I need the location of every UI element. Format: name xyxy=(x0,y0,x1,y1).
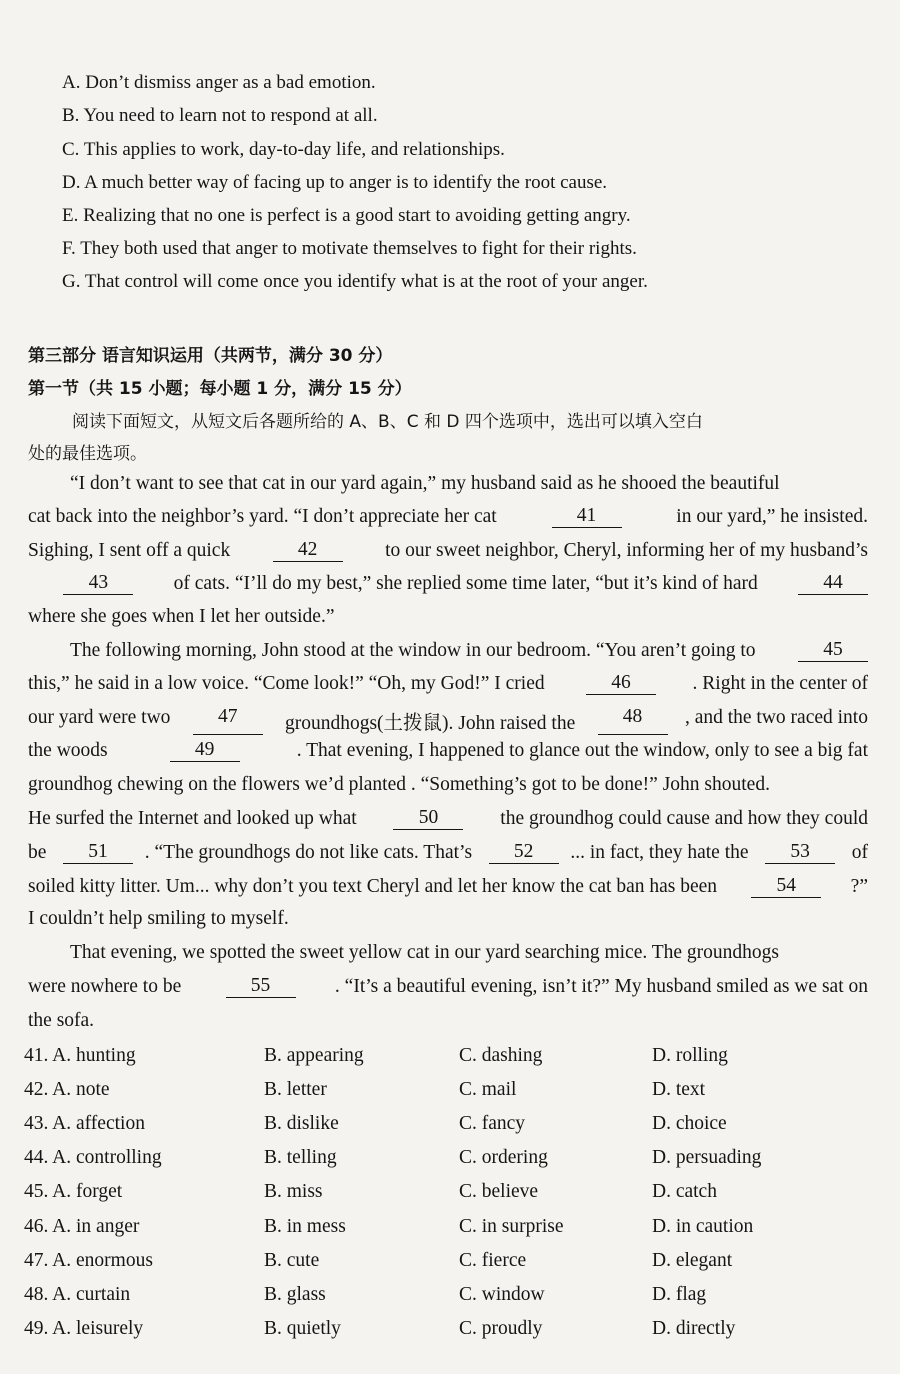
passage-text: ?” xyxy=(850,876,868,897)
passage-line xyxy=(70,473,868,495)
passage-text: . “The groundhogs do not like cats. That’s xyxy=(144,842,477,863)
choice-a[interactable]: 42. A. note xyxy=(24,1079,110,1100)
passage-text: “I don’t want to see that cat in our yard again,” my husband said as he shooed the beautiful xyxy=(70,473,780,494)
passage-text: Sighing, I sent off a quick xyxy=(28,540,236,561)
choice-b[interactable]: B. telling xyxy=(264,1147,337,1168)
question-46-choices xyxy=(24,1216,884,1242)
passage-line xyxy=(28,673,868,695)
choice-a[interactable]: 43. A. affection xyxy=(24,1113,145,1134)
passage-text: . Right in the center of xyxy=(692,673,868,694)
question-47-choices xyxy=(24,1250,884,1276)
passage-line xyxy=(28,842,868,864)
passage-text: of cats. “I’ll do my best,” she replied some time later, “but it’s kind of hard xyxy=(168,573,763,594)
blank-54: 54 xyxy=(751,876,821,898)
passage-line xyxy=(28,1010,868,1032)
option-f: F. They both used that anger to motivate themselves to fight for their rights. xyxy=(62,238,637,259)
passage-text: to our sweet neighbor, Cheryl, informing her of my husband’s xyxy=(380,540,868,561)
blank-42: 42 xyxy=(273,540,343,562)
choice-b[interactable]: B. dislike xyxy=(264,1113,339,1134)
passage-line xyxy=(28,876,868,898)
choice-b[interactable]: B. cute xyxy=(264,1250,320,1271)
blank-50: 50 xyxy=(393,808,463,830)
blank-53: 53 xyxy=(765,842,835,864)
option-d: D. A much better way of facing up to anger is to identify the root cause. xyxy=(62,172,608,193)
choice-a[interactable]: 46. A. in anger xyxy=(24,1216,140,1237)
choice-c[interactable]: C. fancy xyxy=(459,1113,526,1134)
question-43-choices xyxy=(24,1113,884,1139)
passage-text: the woods xyxy=(28,740,113,761)
passage-text: The following morning, John stood at the window in our bedroom. “You aren’t going to xyxy=(70,640,761,661)
choice-d[interactable]: D. rolling xyxy=(652,1045,728,1066)
question-44-choices xyxy=(24,1147,884,1173)
choice-b[interactable]: B. quietly xyxy=(264,1318,341,1339)
choice-a[interactable]: 49. A. leisurely xyxy=(24,1318,144,1339)
passage-text: where she goes when I let her outside.” xyxy=(28,606,335,627)
passage-text: groundhog chewing on the flowers we’d planted . “Something’s got to be done!” John shouted. xyxy=(28,774,770,795)
question-42-choices xyxy=(24,1079,884,1105)
choice-c[interactable]: C. window xyxy=(459,1284,545,1305)
passage-line xyxy=(28,606,868,628)
blank-51: 51 xyxy=(63,842,133,864)
choice-d[interactable]: D. persuading xyxy=(652,1147,762,1168)
passage-line xyxy=(70,942,868,964)
blank-46: 46 xyxy=(586,673,656,695)
passage-text: of xyxy=(846,842,868,863)
choice-c[interactable]: C. mail xyxy=(459,1079,517,1100)
option-e: E. Realizing that no one is perfect is a good start to avoiding getting angry. xyxy=(62,205,631,226)
choice-a[interactable]: 45. A. forget xyxy=(24,1181,123,1202)
passage-line xyxy=(28,774,868,796)
passage-text: cat back into the neighbor’s yard. “I don’t appreciate her cat xyxy=(28,506,502,527)
blank-41: 41 xyxy=(552,506,622,528)
question-49-choices xyxy=(24,1318,884,1344)
passage-text: soiled kitty litter. Um... why don’t you text Cheryl and let her know the cat ban has been xyxy=(28,876,722,897)
instruction-line-1: 阅读下面短文，从短文后各题所给的 A、B、C 和 D 四个选项中，选出可以填入空白 xyxy=(72,412,703,432)
passage-text: our yard were two xyxy=(28,707,176,728)
passage-line xyxy=(28,808,868,830)
passage-text: be xyxy=(28,842,52,863)
blank-44: 44 xyxy=(798,573,868,595)
choice-c[interactable]: C. ordering xyxy=(459,1147,548,1168)
choice-d[interactable]: D. catch xyxy=(652,1181,717,1202)
blank-49: 49 xyxy=(170,740,240,762)
choice-d[interactable]: D. directly xyxy=(652,1318,736,1339)
passage-text: He surfed the Internet and looked up what xyxy=(28,808,362,829)
choice-c[interactable]: C. fierce xyxy=(459,1250,527,1271)
choice-b[interactable]: B. in mess xyxy=(264,1216,346,1237)
choice-c[interactable]: C. in surprise xyxy=(459,1216,564,1237)
passage-line xyxy=(28,976,868,998)
instruction-line-2: 处的最佳选项。 xyxy=(28,444,147,464)
blank-45: 45 xyxy=(798,640,868,662)
passage-text: were nowhere to be xyxy=(28,976,187,997)
blank-52: 52 xyxy=(489,842,559,864)
option-c: C. This applies to work, day-to-day life, and relationships. xyxy=(62,139,505,160)
part-title: 第三部分 语言知识运用（共两节，满分 30 分） xyxy=(28,346,393,366)
choice-a[interactable]: 44. A. controlling xyxy=(24,1147,162,1168)
choice-d[interactable]: D. flag xyxy=(652,1284,707,1305)
question-45-choices xyxy=(24,1181,884,1207)
passage-text: groundhogs(土拨鼠). John raised the xyxy=(280,713,581,734)
passage-text: . That evening, I happened to glance out the window, only to see a big fat xyxy=(296,740,868,761)
blank-48: 48 xyxy=(598,707,668,735)
choice-a[interactable]: 48. A. curtain xyxy=(24,1284,131,1305)
question-48-choices xyxy=(24,1284,884,1310)
choice-b[interactable]: B. letter xyxy=(264,1079,327,1100)
passage-text: this,” he said in a low voice. “Come look!” “Oh, my God!” I cried xyxy=(28,673,550,694)
passage-text: That evening, we spotted the sweet yellow cat in our yard searching mice. The groundhogs xyxy=(70,942,780,963)
choice-d[interactable]: D. choice xyxy=(652,1113,727,1134)
passage-text: the groundhog could cause and how they could xyxy=(495,808,868,829)
choice-b[interactable]: B. glass xyxy=(264,1284,326,1305)
passage-line xyxy=(70,640,868,662)
passage-line xyxy=(28,707,868,735)
option-g: G. That control will come once you identify what is at the root of your anger. xyxy=(62,271,648,292)
passage-text: . “It’s a beautiful evening, isn’t it?” My husband smiled as we sat on xyxy=(334,976,868,997)
passage-line xyxy=(28,506,868,528)
choice-d[interactable]: D. elegant xyxy=(652,1250,733,1271)
blank-47: 47 xyxy=(193,707,263,735)
choice-c[interactable]: C. dashing xyxy=(459,1045,543,1066)
choice-c[interactable]: C. believe xyxy=(459,1181,539,1202)
passage-text: I couldn’t help smiling to myself. xyxy=(28,908,289,929)
option-b: B. You need to learn not to respond at all. xyxy=(62,105,378,126)
choice-a[interactable]: 47. A. enormous xyxy=(24,1250,153,1271)
passage-line xyxy=(28,573,868,595)
choice-b[interactable]: B. appearing xyxy=(264,1045,364,1066)
choice-c[interactable]: C. proudly xyxy=(459,1318,543,1339)
choice-a[interactable]: 41. A. hunting xyxy=(24,1045,136,1066)
passage-text: the sofa. xyxy=(28,1010,95,1031)
choice-d[interactable]: D. text xyxy=(652,1079,706,1100)
blank-55: 55 xyxy=(226,976,296,998)
passage-text: in our yard,” he insisted. xyxy=(671,506,868,527)
option-a: A. Don’t dismiss anger as a bad emotion. xyxy=(62,72,376,93)
question-41-choices xyxy=(24,1045,884,1071)
passage-text: ... in fact, they hate the xyxy=(570,842,754,863)
choice-b[interactable]: B. miss xyxy=(264,1181,323,1202)
passage-line xyxy=(28,908,868,930)
passage-line xyxy=(28,740,868,762)
choice-d[interactable]: D. in caution xyxy=(652,1216,754,1237)
subsection-title: 第一节（共 15 小题；每小题 1 分，满分 15 分） xyxy=(28,379,412,399)
blank-43: 43 xyxy=(63,573,133,595)
passage-text: , and the two raced into xyxy=(684,707,868,728)
passage-line xyxy=(28,540,868,562)
